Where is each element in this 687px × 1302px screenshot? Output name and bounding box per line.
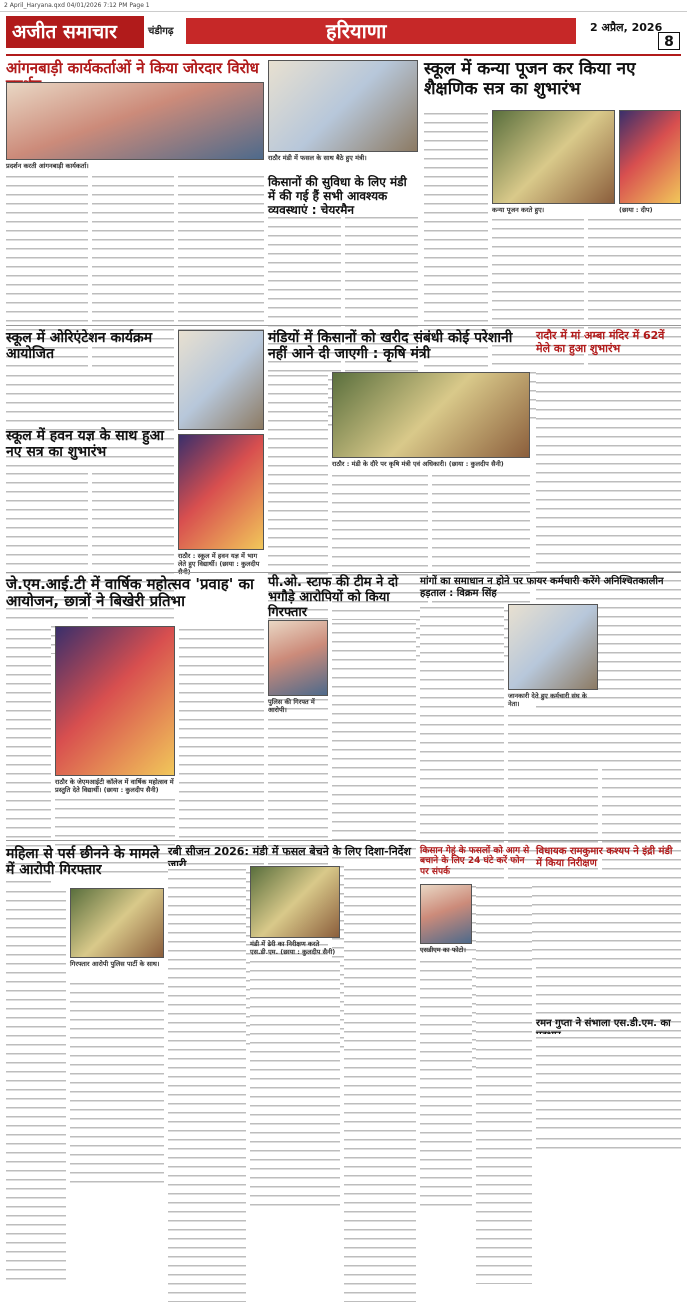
caption-kanya-pujan-2: (छाया : दीप) xyxy=(619,206,653,214)
photo-orientation xyxy=(178,330,264,430)
headline-purse: महिला से पर्स छीनने के मामले में आरोपी गिरफ्तार xyxy=(6,846,160,879)
caption-anganwadi: प्रदर्शन करती आंगनबाड़ी कार्यकर्ता। xyxy=(6,162,89,170)
body-gehu-col2 xyxy=(420,958,472,1084)
body-mandi-kharid-col1 xyxy=(268,372,328,568)
body-kanya-pujan-col3 xyxy=(588,216,681,321)
caption-kanya-pujan-1: कन्या पूजन करते हुए। xyxy=(492,206,545,214)
photo-kanya-pujan-1 xyxy=(492,110,615,204)
headline-jmit: जे.एम.आई.टी में वार्षिक महोत्सव 'प्रवाह' का आयोजन, छात्रों ने बिखेरी प्रतिभा xyxy=(6,575,254,611)
body-police-col2 xyxy=(268,716,328,836)
body-mandi-kharid-col3 xyxy=(432,472,530,568)
body-gehu-col1 xyxy=(476,884,532,1084)
headline-karmchari: मांगों का समाधान न होने पर फायर कर्मचारी करेंगे अनिश्चितकालीन हड़ताल : विक्रम सिंह xyxy=(420,576,664,599)
photo-anganwadi-protest xyxy=(6,82,264,160)
body-orientation xyxy=(6,372,174,422)
masthead xyxy=(6,14,681,56)
photo-purse-accused xyxy=(70,888,164,958)
section-divider-3 xyxy=(6,840,681,841)
headline-mandir: रादौर में मां अम्बा मंदिर में 62वें मेले का हुआ शुभारंभ xyxy=(536,329,665,355)
headline-police: पी.ओ. स्टाफ की टीम ने दो भगौड़े आरोपियों को किया गिरफ्तार xyxy=(268,575,399,620)
headline-gehu: किसान गेहूं के फसलों को आग से बचाने के लिए 24 घंटे करें फोन पर संपर्क xyxy=(420,846,530,877)
body-havan-col2 xyxy=(92,470,174,562)
photo-sdm xyxy=(420,884,472,944)
body-karmchari-col3 xyxy=(602,604,681,836)
body-purse-col2 xyxy=(70,980,164,1084)
page-number: 8 xyxy=(658,32,680,50)
body-anganwadi-col3 xyxy=(178,173,264,321)
body-karmchari-col2 xyxy=(508,712,598,836)
body-kanya-pujan-col1 xyxy=(424,110,488,260)
body-rabi-col1 xyxy=(168,866,246,1084)
body-police-col1 xyxy=(332,620,416,836)
caption-havan: राठौर : स्कूल में हवन यज्ञ में भाग लेते हुए विद्यार्थी। (छाया : कुलदीप सैनी) xyxy=(178,552,260,576)
photo-jmit-pravah xyxy=(55,626,175,776)
body-ramgupta xyxy=(536,1034,681,1084)
caption-police: पुलिस की गिरफ्त में आरोपी। xyxy=(268,698,315,714)
body-jmit-col3 xyxy=(55,796,175,836)
edition-city: चंडीगढ़ xyxy=(148,26,174,37)
body-kisan-mandi-col2 xyxy=(345,214,418,321)
headline-vidhayak: विधायक रामकुमार कश्यप ने इंद्री मंडी में किया निरीक्षण xyxy=(536,846,673,869)
body-jmit-col2 xyxy=(179,626,264,836)
section-title: हरियाणा xyxy=(186,18,576,44)
body-mandir xyxy=(536,370,681,568)
body-kisan-mandi-col1 xyxy=(268,214,341,321)
body-mandi-kharid-col2 xyxy=(332,472,428,568)
body-rabi-col2 xyxy=(250,958,340,1084)
headline-mandi-kharid: मंडियों में किसानों को खरीद संबंधी कोई परेशानी नहीं आने दी जाएगी : कृषि मंत्री xyxy=(268,330,513,363)
issue-date: 2 अप्रैल, 2026 xyxy=(590,21,663,34)
caption-minister-mandi: राठौर मंडी में फसल के साथ बैठे हुए मंत्री। xyxy=(268,154,367,162)
photo-minister-mandi xyxy=(268,60,418,152)
headline-havan: स्कूल में हवन यज्ञ के साथ हुआ नए सत्र का शुभारंभ xyxy=(6,428,164,461)
headline-kanya-pujan: स्कूल में कन्या पूजन कर किया नए शैक्षणिक सत्र का शुभारंभ xyxy=(424,59,636,99)
caption-gehu: एसडीएम का फोटो। xyxy=(420,946,466,954)
section-divider-2 xyxy=(6,572,681,573)
body-jmit-col1 xyxy=(6,626,51,836)
print-slug: 2 April_Haryana.qxd 04/01/2026 7:12 PM Page 1 xyxy=(0,0,687,12)
photo-havan xyxy=(178,434,264,550)
photo-kanya-pujan-2 xyxy=(619,110,681,204)
body-anganwadi-col2 xyxy=(92,173,174,321)
photo-rabi-mandi xyxy=(250,866,340,938)
body-kanya-pujan-col2 xyxy=(492,216,584,321)
headline-orientation: स्कूल में ओरिएंटेशन कार्यक्रम आयोजित xyxy=(6,330,153,363)
body-vidhayak xyxy=(536,874,681,1014)
caption-purse: गिरफ्तार आरोपी पुलिस पार्टी के साथ। xyxy=(70,960,160,968)
body-karmchari-col1 xyxy=(420,604,504,836)
headline-anganwadi: आंगनबाड़ी कार्यकर्ताओं ने किया जोरदार विरोध xyxy=(6,59,259,77)
caption-karmchari: जानकारी देते हुए कर्मचारी संघ के नेता। xyxy=(508,692,587,708)
headline-ramgupta: रमन गुप्ता ने संभाला एस.डी.एम. का पदभार xyxy=(536,1018,671,1041)
headline-kisan-mandi: किसानों की सुविधा के लिए मंडी में की गई हैं सभी आवश्यक व्यवस्थाएं : चेयरमैन xyxy=(268,175,407,217)
newspaper-logo: अजीत समाचार xyxy=(6,16,144,48)
body-purse-col1 xyxy=(6,888,66,1084)
section-divider xyxy=(6,325,681,326)
body-rabi-col3 xyxy=(344,866,416,1084)
headline-rabi: रबी सीजन 2026: मंडी में फसल बेचने के लिए दिशा-निर्देश जारी xyxy=(168,845,411,871)
photo-karmchari xyxy=(508,604,598,690)
photo-police-accused xyxy=(268,620,328,696)
caption-rabi: मंडी में ढेरी का निरीक्षण करते एस.डी.एम. (छाया : कुलदीप सैनी) xyxy=(250,940,336,956)
body-anganwadi-col1 xyxy=(6,173,88,321)
caption-jmit: राठौर के जेएमआईटी कॉलेज में वार्षिक महोत्सव में प्रस्तुति देते विद्यार्थी। (छाया : कुलदीप सैनी) xyxy=(55,778,174,794)
photo-krishi-mantri xyxy=(332,372,530,458)
body-havan-col1 xyxy=(6,470,88,562)
caption-mandi-kharid: राठौर : मंडी के दौरे पर कृषि मंत्री एवं अधिकारी। (छाया : कुलदीप सैनी) xyxy=(332,460,504,468)
